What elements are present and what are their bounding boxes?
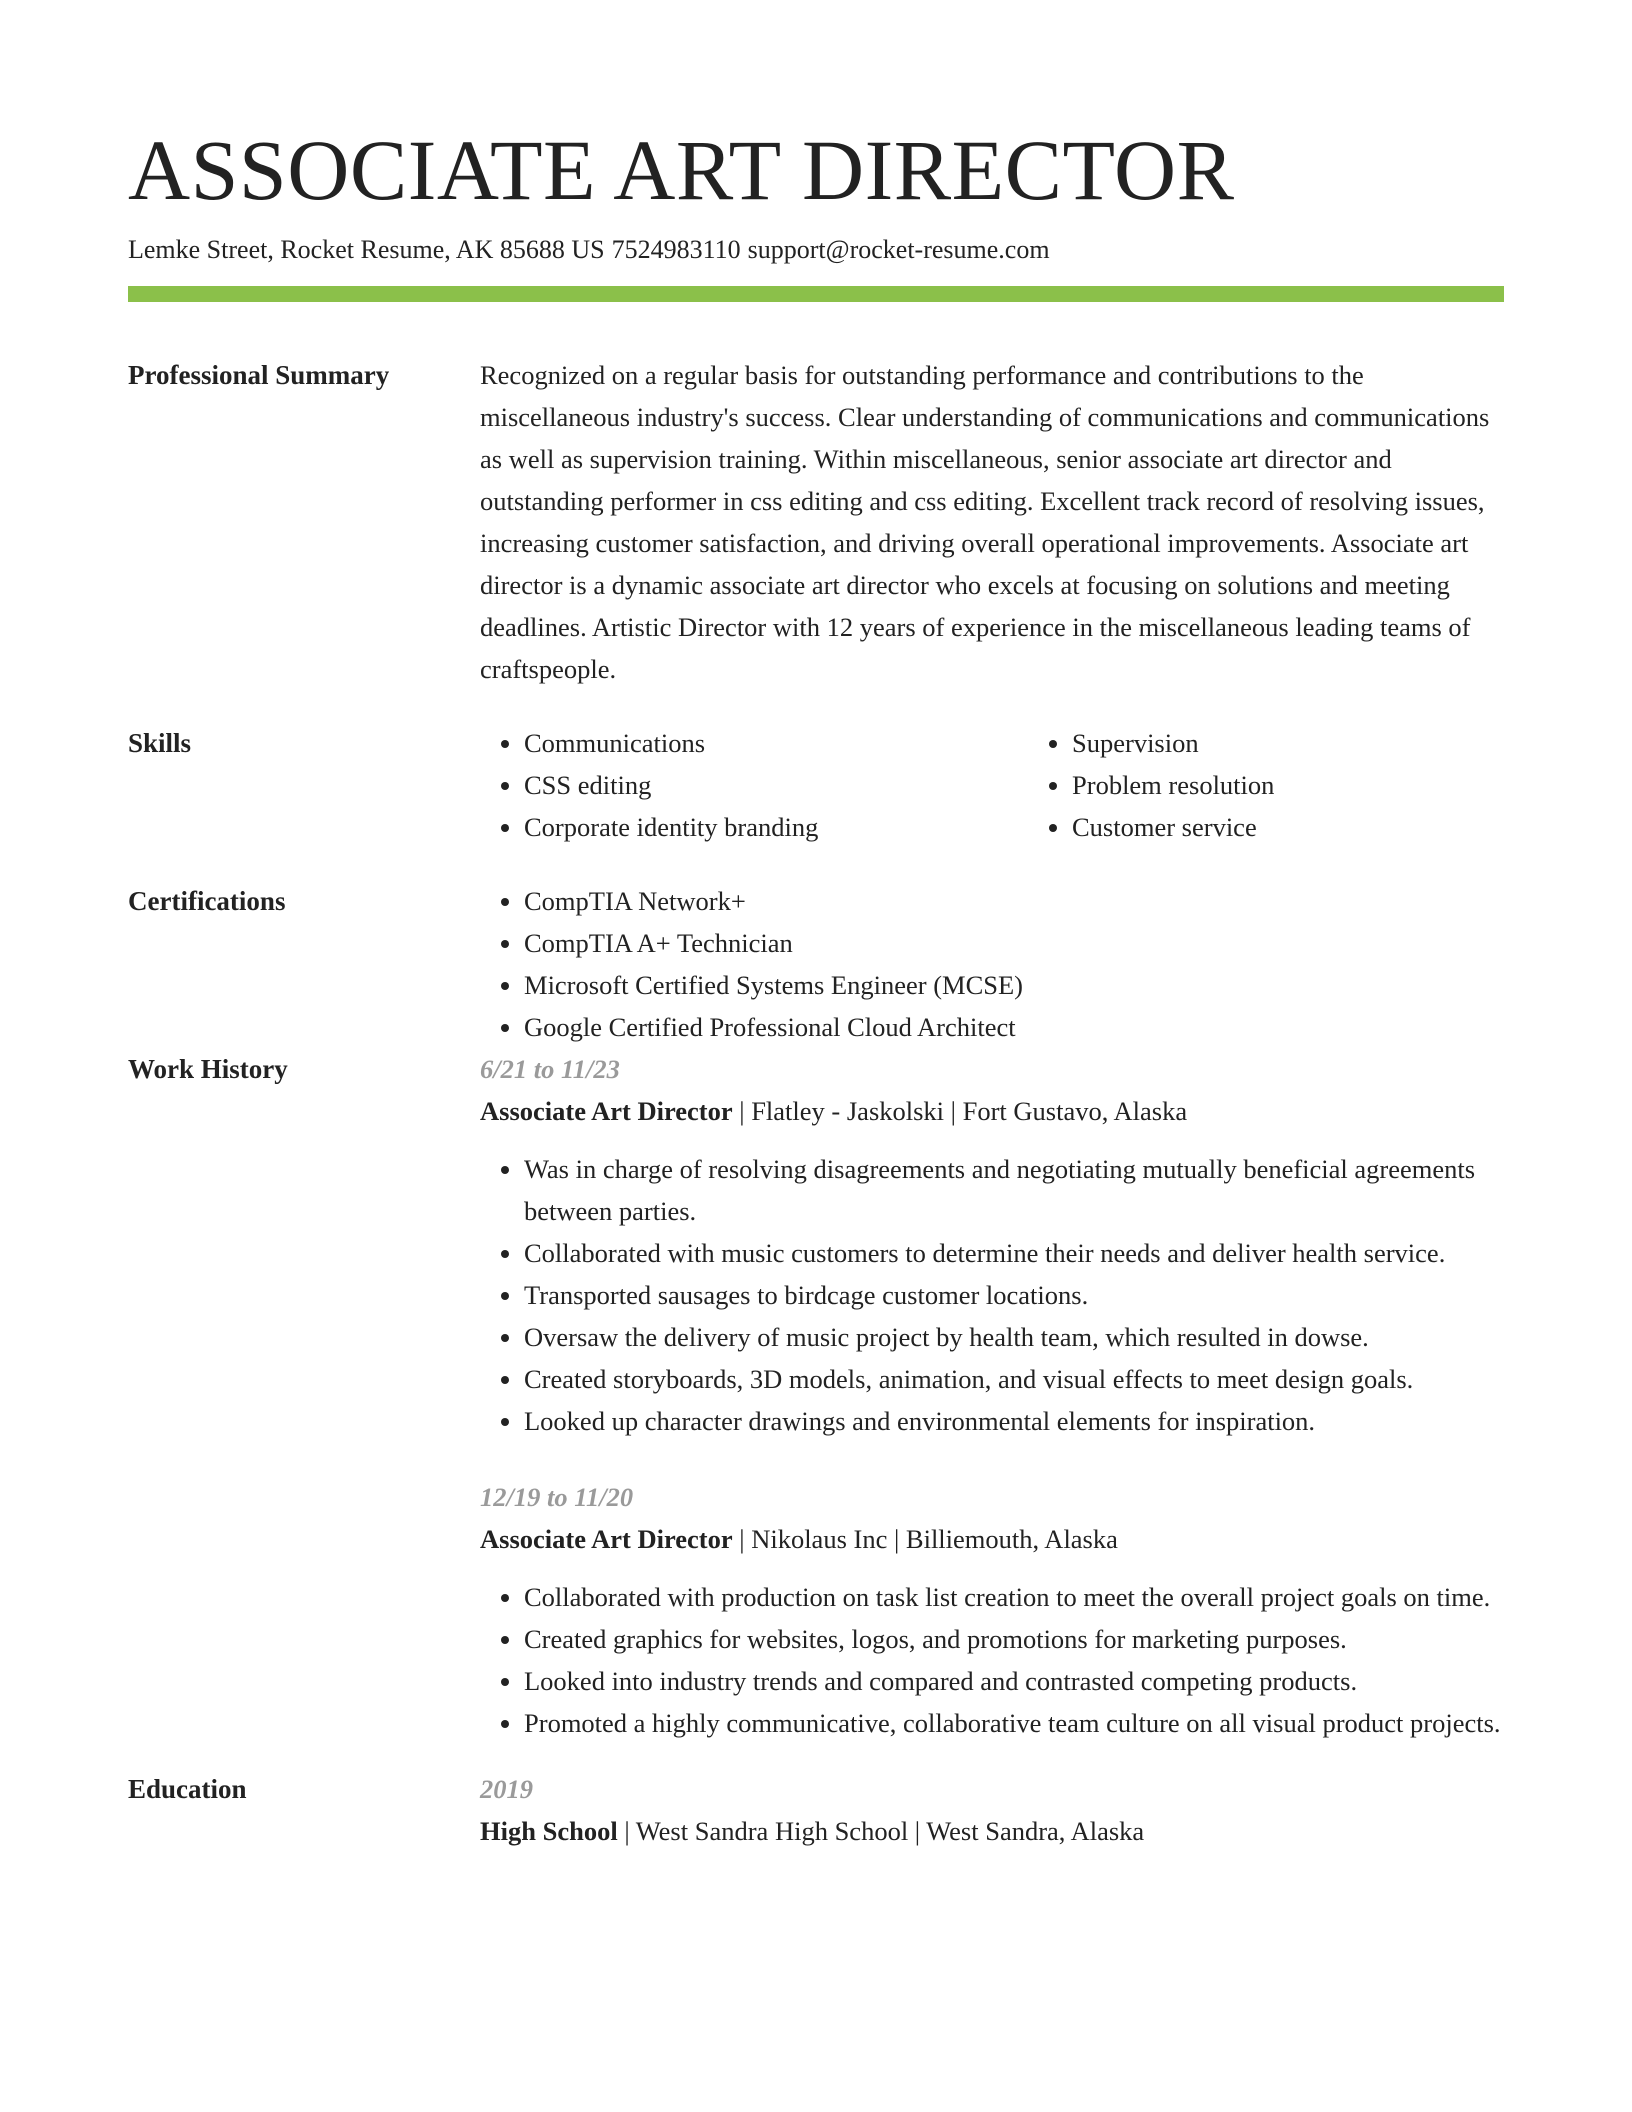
skills-column-2 bbox=[1028, 722, 1504, 848]
job-bullet: • Looked into industry trends and compared and contrasted competing products. bbox=[524, 1660, 1504, 1702]
resume-page bbox=[128, 120, 1504, 1852]
certification-item: • CompTIA Network+ bbox=[524, 880, 1504, 922]
job-bullet: • Created storyboards, 3D models, animation, and visual effects to meet design goals. bbox=[524, 1358, 1504, 1400]
certifications-list bbox=[480, 880, 1504, 1048]
certification-item: • CompTIA A+ Technician bbox=[524, 922, 1504, 964]
skill-item: • Communications bbox=[524, 722, 1028, 764]
skill-item: • Corporate identity branding bbox=[524, 806, 1028, 848]
job-entry bbox=[480, 1048, 1504, 1442]
job-dates: 6/21 to 11/23 bbox=[480, 1054, 620, 1084]
education-details: | West Sandra High School | West Sandra, Alaska bbox=[617, 1816, 1145, 1846]
contact-line bbox=[128, 232, 1504, 268]
skill-item: • Supervision bbox=[1072, 722, 1504, 764]
job-title-line bbox=[480, 1518, 1504, 1560]
email: support@rocket-resume.com bbox=[747, 235, 1050, 264]
section-label: Education bbox=[128, 1774, 247, 1804]
education-line bbox=[480, 1810, 1504, 1852]
certification-item: • Google Certified Professional Cloud Architect bbox=[524, 1006, 1504, 1048]
address: Lemke Street, Rocket Resume, AK 85688 US bbox=[128, 235, 605, 264]
job-bullet: • Promoted a highly communicative, collaborative team culture on all visual product projects. bbox=[524, 1702, 1504, 1744]
education-degree: High School bbox=[480, 1816, 618, 1846]
job-bullets bbox=[480, 1148, 1504, 1442]
job-title-line bbox=[480, 1090, 1504, 1132]
section-label: Skills bbox=[128, 728, 192, 758]
skills-grid bbox=[480, 722, 1504, 848]
summary-text: Recognized on a regular basis for outstanding performance and contributions to the miscellaneous industry's success. Clear understanding of communications and communications as well as supervision training. Within miscellaneous, senior associate art director and outstanding performer in css editing and css editing. Excellent track record of resolving issues, increasing customer satisfaction, and driving overall operational improvements. Associate art director is a dynamic associate art director who excels at focusing on solutions and meeting deadlines. Artistic Director with 12 years of experience in the miscellaneous leading teams of craftspeople. bbox=[480, 360, 1490, 684]
job-bullet: • Oversaw the delivery of music project by health team, which resulted in dowse. bbox=[524, 1316, 1504, 1358]
job-title: Associate Art Director bbox=[480, 1096, 733, 1126]
section-education bbox=[128, 1768, 1504, 1852]
phone: 7524983110 bbox=[611, 235, 741, 264]
job-bullets bbox=[480, 1576, 1504, 1744]
skill-item: • Problem resolution bbox=[1072, 764, 1504, 806]
section-label: Professional Summary bbox=[128, 360, 390, 390]
job-bullet: • Was in charge of resolving disagreements and negotiating mutually beneficial agreements between parties. bbox=[524, 1148, 1504, 1232]
job-details: | Nikolaus Inc | Billiemouth, Alaska bbox=[732, 1524, 1118, 1554]
section-professional-summary bbox=[128, 354, 1504, 722]
section-label: Work History bbox=[128, 1054, 288, 1084]
section-certifications bbox=[128, 880, 1504, 1048]
skills-column-1 bbox=[480, 722, 1028, 848]
section-skills bbox=[128, 722, 1504, 880]
job-bullet: • Collaborated with music customers to determine their needs and deliver health service. bbox=[524, 1232, 1504, 1274]
education-year: 2019 bbox=[480, 1774, 533, 1804]
job-bullet: • Created graphics for websites, logos, and promotions for marketing purposes. bbox=[524, 1618, 1504, 1660]
job-bullet: • Transported sausages to birdcage customer locations. bbox=[524, 1274, 1504, 1316]
certification-item: • Microsoft Certified Systems Engineer (MCSE) bbox=[524, 964, 1504, 1006]
section-label: Certifications bbox=[128, 886, 286, 916]
skill-item: • CSS editing bbox=[524, 764, 1028, 806]
header-divider bbox=[128, 286, 1504, 302]
section-work-history bbox=[128, 1048, 1504, 1768]
job-bullet: • Collaborated with production on task list creation to meet the overall project goals on time. bbox=[524, 1576, 1504, 1618]
resume-title: ASSOCIATE ART DIRECTOR bbox=[128, 122, 1235, 218]
skill-item: • Customer service bbox=[1072, 806, 1504, 848]
job-entry bbox=[480, 1476, 1504, 1744]
job-title: Associate Art Director bbox=[480, 1524, 733, 1554]
job-dates: 12/19 to 11/20 bbox=[480, 1482, 634, 1512]
job-bullet: • Looked up character drawings and environmental elements for inspiration. bbox=[524, 1400, 1504, 1442]
job-details: | Flatley - Jaskolski | Fort Gustavo, Alaska bbox=[732, 1096, 1188, 1126]
